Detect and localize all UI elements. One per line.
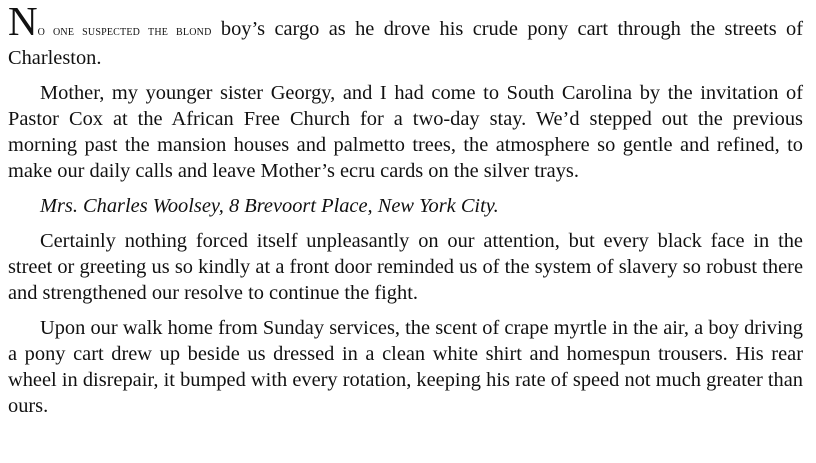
paragraph-2: Mother, my younger sister Georgy, and I had come to South Carolina by the invitation of Pastor Cox at the African Free Church for a two-day stay. We’d stepped out the previous morning past the mansion houses and palmetto trees, the atmosphere so gentle and refined, to make our daily calls and leave Mother’s ecru cards on the silver trays.	[8, 82, 803, 182]
paragraph-calling-card: Mrs. Charles Woolsey, 8 Brevoort Place, New York City.	[40, 195, 499, 217]
opening-text: boy’s cargo as he drove his crude pony cart through the streets of Charleston.	[8, 18, 803, 69]
paragraph-4: Certainly nothing forced itself unpleasantly on our attention, but every black face in the street or greeting us so kindly at a front door reminded us of the system of slavery so robust there and strengthened our resolve to continue the fight.	[8, 230, 803, 304]
small-caps-lead: o one suspected the blond	[37, 24, 212, 39]
drop-cap: N	[8, 0, 38, 44]
paragraph-5: Upon our walk home from Sunday services, the scent of crape myrtle in the air, a boy driving a pony cart drew up beside us dressed in a clean white shirt and homespun trousers. His rear wheel in disrepair, it bumped with every rotation, keeping his rate of speed not much greater than ours.	[8, 317, 803, 417]
paragraph-opening	[8, 0, 803, 71]
